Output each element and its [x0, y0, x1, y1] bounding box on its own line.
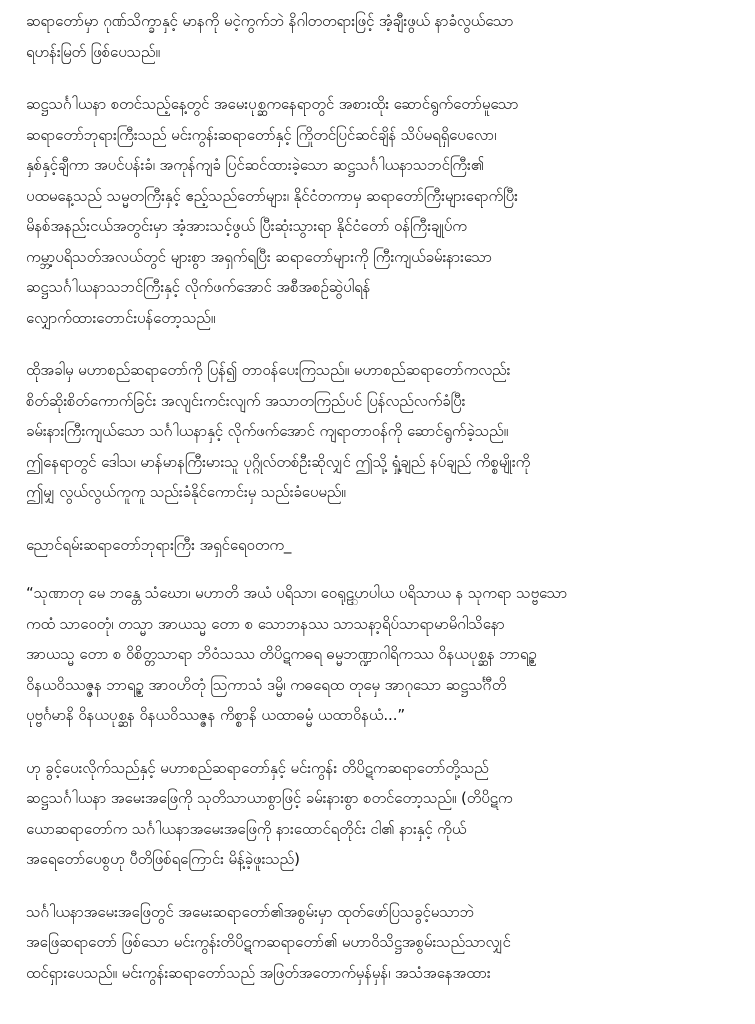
text-line: ဆရာတော်မှာ ဂုဏ်သိက္ခာနှင့် မာနကို မငဲ့ကွက်ဘဲ နိဂါတတရားဖြင့် အံ့ချီးဖွယ် နာခံလွယ်သော [26, 12, 514, 30]
text-line: ဝိနယဝိဿဇ္ဇန ဘာရဥ္စ အာဝဟိတုံ ဩကာသံ ဒမ္မိ၊ ကဓရေထ တုမှေ အာဂုသော ဆဋ္ဌသင်္ဂီတိ [26, 675, 507, 694]
text-line: ခမ်းနားကြီးကျယ်သော သင်္ဂါယနာနှင့် လိုက်ဖက်အောင် ကျရာတာဝန်ကို ဆောင်ရွက်ခဲ့သည်။ [26, 422, 509, 440]
paragraph-6 [26, 753, 729, 875]
text-line: အရေတော်ပေစွဟု ပီတိဖြစ်ရကြောင်း မိန့်ခဲ့ဖူးသည်) [26, 850, 300, 868]
text-line: စိတ်ဆိုးစိတ်ကောက်ခြင်း အလျင်းကင်းလျက် အသာတကြည်ပင် ပြန်လည်လက်ခံပြီး [26, 391, 466, 410]
text-line: ဆဋ္ဌသင်္ဂါယနာသဘင်ကြီးနှင့် လိုက်ဖက်အောင် အစီအစဉ်ဆွဲပါရန် [26, 278, 371, 296]
paragraph-1 [26, 6, 729, 67]
text-line: အာယသ္မ တော စ ဝိစိတ္တသာရာ ဘိဝံသဿ တိပိဋကဓရ ဓမ္မဘဏ္ဍာဂါရိကဿ ဝိနယပုစ္ဆန ဘာရဥ္စ [26, 645, 537, 663]
text-line: “သုဏာတု မေ ဘန္တေ သံဃော၊ မဟာတိ အယံ ပရိသာ၊ ဝေရုဠ္ဟပါယ ပရိသာယ န သုကရာ သဗ္ဗသော [26, 584, 568, 602]
text-line: ထင်ရှားပေသည်။ မင်းကွန်းဆရာတော်သည် အဖြတ်အတောက်မှန်မှန်၊ အသံအနေအထား [26, 963, 491, 982]
paragraph-3 [26, 355, 729, 508]
text-line: ညောင်ရမ်းဆရာတော်ဘုရားကြီး အရှင်ရေဝတက_ [26, 535, 292, 554]
text-line: ထိုအခါမှ မဟာစည်ဆရာတော်ကို ပြန်၍ တာဝန်ပေးကြသည်။ မဟာစည်ဆရာတော်ကလည်း [26, 361, 511, 379]
text-line: ဆဋ္ဌသင်္ဂါယနာ အမေးအဖြေကို သုတိသာယာစွာဖြင့် ခမ်းနားစွာ စတင်တော့သည်။ (တိပိဋက [26, 789, 513, 807]
text-line: ယောဆရာတော်က သင်္ဂါယနာအမေးအဖြေကို နားထောင်ရတိုင်း ငါ၏ နားနှင့် ကိုယ် [26, 819, 467, 838]
text-line: အဖြေဆရာတော် ဖြစ်သော မင်းကွန်းတိပိဋကဆရာတော်၏ မဟာဝိသိဋ္ဌအစွမ်းသည်သာလျှင် [26, 933, 511, 951]
paragraph-7 [26, 897, 729, 989]
text-line: ဆရာတော်ဘုရားကြီးသည် မင်းကွန်းဆရာတော်နှင့် ကြိုတင်ပြင်ဆင်ချိန် သိပ်မရရှိပေလော၊ [26, 125, 497, 144]
text-line: ဤမျှ လွယ်လွယ်ကူကူ သည်းခံနိုင်ကောင်းမှ သည်းခံပေမည်။ [26, 483, 346, 501]
text-line: မိနစ်အနည်းငယ်အတွင်းမှာ အံ့အားသင့်ဖွယ် ပြီးဆုံးသွားရာ နိုင်ငံတော် ဝန်ကြီးချုပ်က [26, 217, 467, 235]
pali-quote [26, 578, 729, 731]
text-line: ကထံ သာဝေတုံ၊ တသ္မာ အာယသ္မ တော စ သောဘနဿ သာသနာ့ရိပ်သာရာမာမိဂါသိနော [26, 614, 505, 633]
text-line: ဟု ခွင့်ပေးလိုက်သည်နှင့် မဟာစည်ဆရာတော်နှင့် မင်းကွန်း တိပိဋကဆရာတော်တို့သည် [26, 758, 489, 777]
text-line: ရဟန်းမြတ် ဖြစ်ပေသည်။ [26, 42, 160, 61]
paragraph-2 [26, 89, 729, 333]
paragraph-4 [26, 530, 729, 561]
text-line: ပုဗ္ဗင်္ဂမာနိ ဝိနယပုစ္ဆန ဝိနယဝိဿဇ္ဇန ကိစ္စာနိ ယထာဓမ္မံ ယထာဝိနယံ...” [26, 706, 406, 724]
text-line: နှစ်နှင့်ချီကာ အပင်ပန်းခံ၊ အကုန်ကျခံ ပြင်ဆင်ထားခဲ့သော ဆဋ္ဌသင်္ဂါယနာသဘင်ကြီး၏ [26, 156, 485, 174]
text-line: သင်္ဂါယနာအမေးအဖြေတွင် အမေးဆရာတော်၏အစွမ်းမှာ ထုတ်ဖော်ပြသခွင့်မသာဘဲ [26, 902, 475, 921]
text-line: လျှောက်ထားတောင်းပန်တော့သည်။ [26, 308, 216, 327]
text-line: ကမ္ဘာ့ပရိသတ်အလယ်တွင် များစွာ အရှက်ရပြီး ဆရာတော်များကို ကြီးကျယ်ခမ်းနားသော [26, 247, 492, 266]
text-line: ဆဋ္ဌသင်္ဂါယနာ စတင်သည့်နေ့တွင် အမေးပုစ္ဆကနေရာတွင် အစားထိုး ဆောင်ရွက်တော်မူသော [26, 95, 519, 113]
text-line: ပထမနေ့သည် သမ္မတကြီးနှင့် ဧည့်သည်တော်များ၊ နိုင်ငံတကာမှ ဆရာတော်ကြီးများရောက်ပြီး [26, 186, 518, 205]
text-line: ဤနေရာတွင် ဒေါသ၊ မာန်မာနကြီးမားသူ ပုဂ္ဂိုလ်တစ်ဦးဆိုလျှင် ဤသို့ ရှုံ့ချည် နပ်ချည် ကိစ္စမျိုးကို [26, 452, 531, 471]
